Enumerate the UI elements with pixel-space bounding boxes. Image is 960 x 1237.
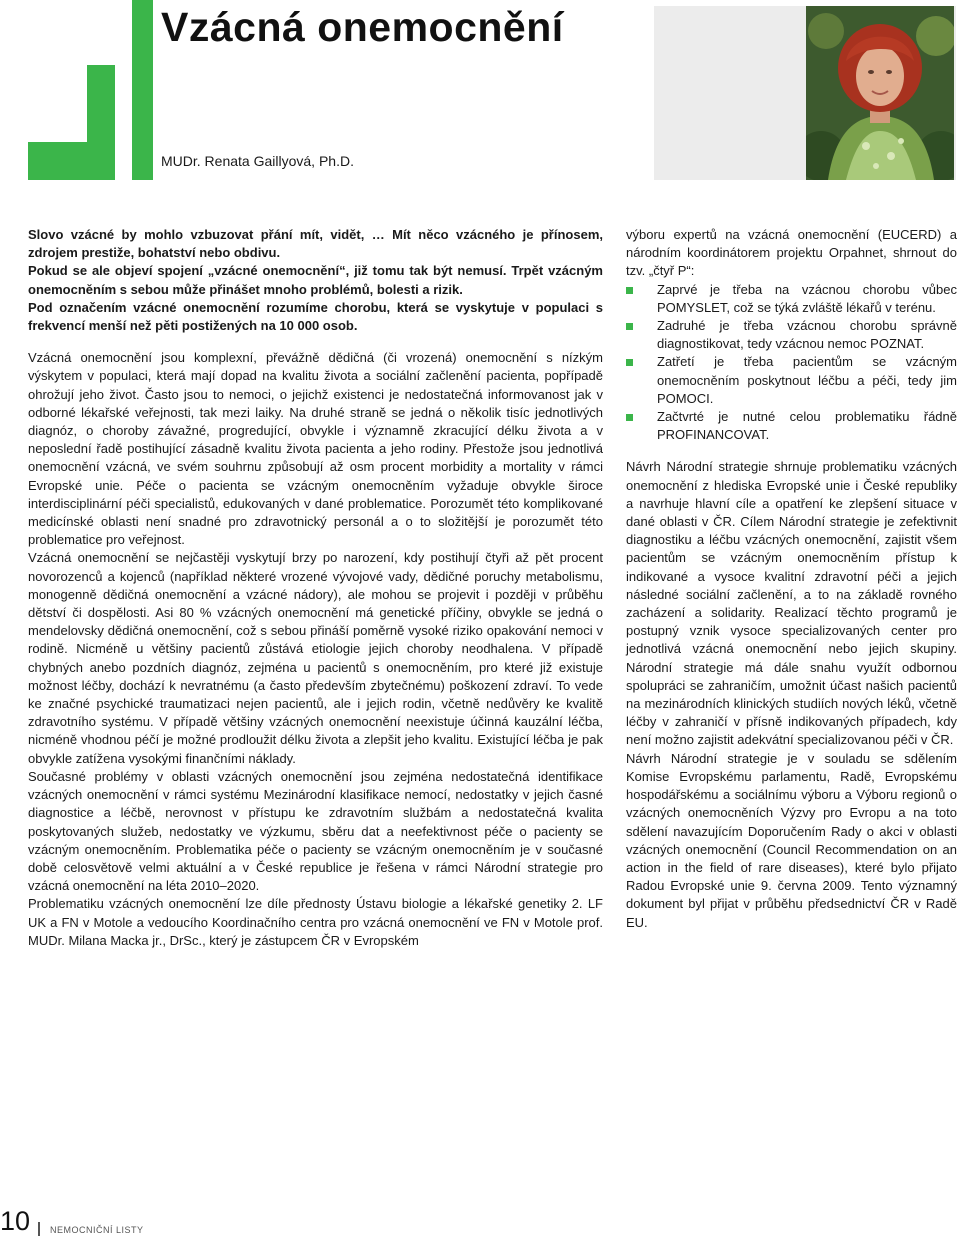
- right-column: [626, 226, 957, 932]
- bullet-square-icon: [626, 359, 633, 366]
- list-item: [626, 353, 957, 408]
- body-paragraph: Návrh Národní strategie je v souladu se sdělením Komise Evropskému parlamentu, Radě, Evropskému hospodářskému a sociálnímu výboru a Výboru regionů o vzácných onemocněních Výzvy pro Evropu a na toto sdělení navazujícím Doporučením Rady o akci v oblasti vzácných onemocnění (Council Recommendation on an action in the field of rare diseases), které bylo přijato Radou Evropské unie 9. června 2009. Tento významný dokument byl přijat v průběhu předsednictví ČR v Radě EU.: [626, 750, 957, 930]
- bullet-square-icon: [626, 414, 633, 421]
- list-item: [626, 281, 957, 317]
- body-paragraph: Vzácná onemocnění jsou komplexní, převážně dědičná (či vrozená) onemocnění s nízkým výskytem v populaci, která mají dopad na kvalitu života a sociální začlenění pacienta, popřípadě ohrožují jeho život. Často jsou to nemoci, o jejichž existenci je nedostatečná informovanost jak v odborné lékařské veřejnosti, tak mezi laiky. Na druhé straně se jedná o několik tisíc jednotlivých diagnóz, o choroby závažné, progredující, obvykle i významně zkracující délku života a v neposlední řadě postihující zásadně kvalitu života pacienta a jeho rodiny. Přestože jsou jednotlivá onemocnění vzácná, ve svém souhrnu způsobují až osm procent morbidity a mortality v rámci Evropské unie. Péče o pacienta se vzácným onemocněním vyžaduje obvykle široce interdisciplinární péči specialistů, edukovaných v dané problematice. Porozumět této komplikované medicínské oblasti není snadné pro zdravotnický personál a o to složitější je porozumět této problematice pro veřejnost.: [28, 350, 603, 548]
- list-item-text: Začtvrté je nutné celou problematiku řádně PROFINANCOVAT.: [657, 409, 957, 443]
- portrait-illustration: [806, 6, 954, 180]
- bullet-square-icon: [626, 287, 633, 294]
- footer-divider: [38, 1222, 40, 1236]
- logo-notch: [28, 65, 87, 142]
- lead-paragraph: Pod označením vzácné onemocnění rozumíme chorobu, která se vyskytuje v populaci s frekvencí menší než pěti postižených na 10 000 osob.: [28, 299, 603, 334]
- article-title: Vzácná onemocnění: [161, 4, 564, 50]
- logo-mark: [28, 65, 115, 180]
- author-photo: [654, 6, 956, 180]
- portrait-image: [806, 6, 954, 180]
- list-item: [626, 317, 957, 353]
- list-item-text: Zatřetí je třeba pacientům se vzácným onemocněním poskytnout léčbu a péči, tedy jim POMOCI.: [657, 354, 957, 406]
- four-p-list: [626, 281, 957, 445]
- publication-name: NEMOCNIČNÍ LISTY: [50, 1225, 144, 1235]
- list-item-text: Zadruhé je třeba vzácnou chorobu správně diagnostikovat, tedy vzácnou nemoc POZNAT.: [657, 318, 957, 352]
- body-paragraph: Problematiku vzácných onemocnění lze díle přednosty Ústavu biologie a lékařské genetiky 2. LF UK a FN v Motole a vedoucího Koordinačního centra pro vzácná onemocnění ve FN v Motole prof. MUDr. Milana Macka jr., DrSc., který je zástupcem ČR v Evropském: [28, 896, 603, 948]
- body-paragraph: Návrh Národní strategie shrnuje problematiku vzácných onemocnění z hlediska Evropské unie i České republiky a navrhuje hlavní cíle a opatření ke zlepšení situace v dané oblasti v ČR. Cílem Národní strategie je zefektivnit diagnostiku a léčbu vzácných onemocnění, zajistit všem pacientům se vzácným onemocněním přístup k indikované a vysoce kvalitní zdravotní péči a jejich následné sociální začlenění, a to na základě rovného zacházení a solidarity. Realizací těchto programů je postupný vznik vysoce specializovaných center pro jednotlivá vzácná onemocnění nebo jejich skupiny. Národní strategie má dále snahu využít odbornou spolupráci se zahraničím, umožnit účast našich pacientů na mezinárodních klinických studiích nových léků, včetně léčby v zahraničí v přísně indikovaných případech, kdy není možno zajistit adekvátní specializovanou péči v ČR.: [626, 459, 957, 748]
- author-name: MUDr. Renata Gaillyová, Ph.D.: [161, 153, 354, 169]
- bullet-square-icon: [626, 323, 633, 330]
- list-item-text: Zaprvé je třeba na vzácnou chorobu vůbec POMYSLET, což se týká zvláště lékařů v terénu.: [657, 281, 957, 315]
- body-paragraph: Vzácná onemocnění se nejčastěji vyskytují brzy po narození, kdy postihují čtyři až pět procent novorozenců a kojenců (například některé vrozené vývojové vady, dědičné poruchy metabolismu, monogenně dědičná onemocnění a vzácné nádory), ale mohou se projevit i později v průběhu dětství či dospělosti. Asi 80 % vzácných onemocnění má genetické příčiny, obvykle se jedná o mendelovsky dědičná onemocnění, což s sebou přináší poměrně vysoké riziko opakování nemoci v rodině. Nicméně u většiny pacientů zůstává etiologie jejich choroby neodhalena. V případě chybných anebo pozdních diagnóz, zejména u pacientů s onemocněním, pro které již existuje možnost léčby, dochází k nevratnému (a často především zbytečnému) poškození zdraví. To vede ke značné psychické traumatizaci nejen pacientů, ale i jejich rodin, včetně nedůvěry ke kvalitě zdravotního systému. V případě většiny vzácných onemocnění neexistuje účinná kauzální léčba, nicméně vhodnou péčí je možné prodloužit délku života a zlepšit jeho kvalitu. Existující léčba je pak obvykle zatížena vysokými finančními náklady.: [28, 550, 603, 766]
- lead-paragraph: Pokud se ale objeví spojení „vzácné onemocnění“, již tomu tak být nemusí. Trpět vzácným onemocněním s sebou může přinášet mnoho problémů, bolesti a rizik.: [28, 263, 603, 297]
- left-column: [28, 226, 603, 950]
- list-item: [626, 408, 957, 444]
- body-paragraph: Současné problémy v oblasti vzácných onemocnění jsou zejména nedostatečná identifikace vzácných onemocnění v rámci systému Mezinárodní klasifikace nemocí, nedostatky v jejich časné diagnostice a léčbě, nerovnost v přístupu ke zdravotním službám a nedostatečná kvalita poskytovaných služeb, nedostatky ve výzkumu, sběru dat a neefektivnost péče o pacienty se vzácným onemocněním. Problematika péče o pacienty se vzácným onemocněním je v současné době celosvětově velmi aktuální a v České republice je řešena v rámci Národní strategie pro vzácná onemocnění na léta 2010–2020.: [28, 768, 603, 894]
- lead-paragraph: Slovo vzácné by mohlo vzbuzovat přání mít, vidět, … Mít něco vzácného je přínosem, zdrojem prestiže, bohatství nebo obdivu.: [28, 227, 603, 261]
- accent-bar: [132, 0, 153, 180]
- page-number: 10: [0, 1206, 31, 1236]
- body-paragraph: výboru expertů na vzácná onemocnění (EUCERD) a národním koordinátorem projektu Orpahnet, shrnout do tzv. „čtyř P“:: [626, 227, 957, 279]
